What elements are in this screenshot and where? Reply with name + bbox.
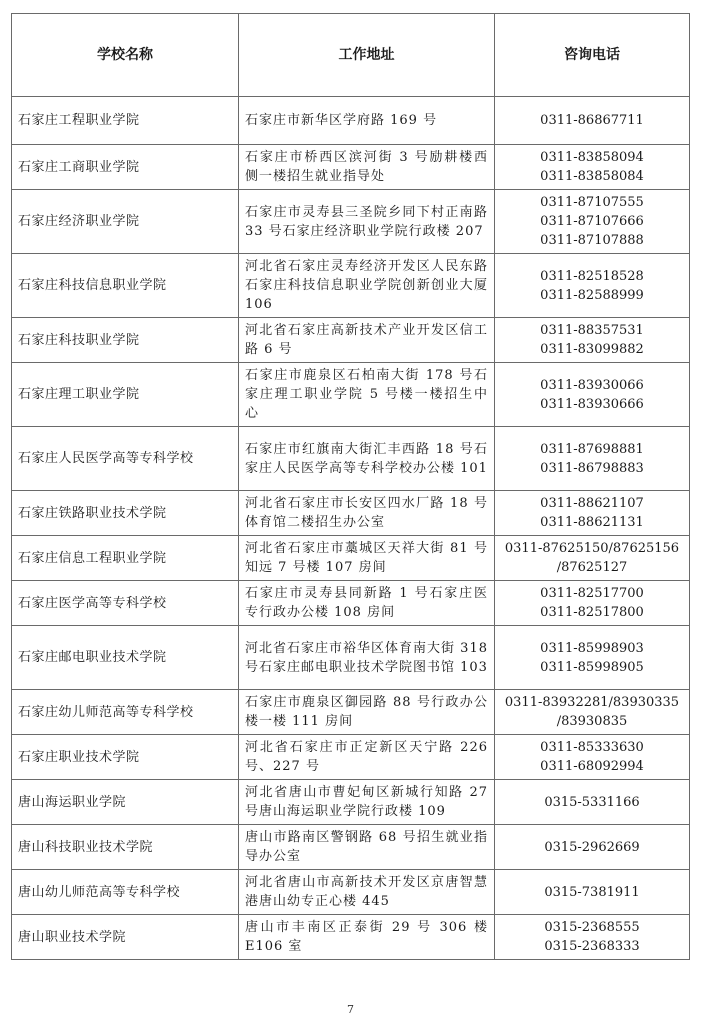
table-row	[12, 735, 690, 780]
school-name-cell: 石家庄医学高等专科学校	[12, 581, 239, 626]
phone-cell	[495, 581, 690, 626]
phone-number: 0315-2368555	[544, 920, 640, 935]
table-row	[12, 491, 690, 536]
table-row	[12, 536, 690, 581]
school-name-cell: 唐山职业技术学院	[12, 915, 239, 960]
phone-number: 0311-85333630	[540, 740, 644, 755]
address-cell: 河北省唐山市高新技术开发区京唐智慧港唐山幼专正心楼 445	[239, 870, 495, 915]
phone-number: 0311-85998905	[540, 659, 644, 675]
table-row	[12, 870, 690, 915]
phone-number: 0311-88621107	[540, 496, 644, 511]
phone-cell	[495, 536, 690, 581]
phone-cell	[495, 190, 690, 254]
school-name-cell: 石家庄职业技术学院	[12, 735, 239, 780]
address-cell: 河北省唐山市曹妃甸区新城行知路 27 号唐山海运职业学院行政楼 109	[239, 780, 495, 825]
table-row	[12, 780, 690, 825]
school-name-cell: 石家庄铁路职业技术学院	[12, 491, 239, 536]
phone-cell	[495, 825, 690, 870]
phone-number: 0311-83932281/83930335	[504, 695, 680, 710]
school-name-cell: 石家庄经济职业学院	[12, 190, 239, 254]
address-cell: 河北省石家庄高新技术产业开发区信工路 6 号	[239, 318, 495, 363]
phone-number: 0311-82517700	[540, 586, 644, 601]
phone-number: 0315-2368333	[544, 939, 640, 954]
table-row	[12, 626, 690, 690]
phone-number: 0315-7381911	[544, 884, 640, 900]
school-name-cell: 石家庄信息工程职业学院	[12, 536, 239, 581]
phone-number: 0311-87107888	[540, 233, 644, 248]
address-cell: 唐山市路南区警钢路 68 号招生就业指导办公室	[239, 825, 495, 870]
table-row	[12, 690, 690, 735]
address-cell: 河北省石家庄灵寿经济开发区人民东路石家庄科技信息职业学院创新创业大厦 106	[239, 254, 495, 318]
address-cell: 河北省石家庄市正定新区天宁路 226 号、227 号	[239, 735, 495, 780]
phone-number: 0311-83930666	[540, 396, 644, 412]
phone-number: 0315-5331166	[544, 794, 640, 810]
table-row	[12, 145, 690, 190]
table-row	[12, 97, 690, 145]
table-row	[12, 581, 690, 626]
table-row	[12, 825, 690, 870]
address-cell: 河北省石家庄市裕华区体育南大街 318 号石家庄邮电职业技术学院图书馆 103	[239, 626, 495, 690]
address-cell: 石家庄市灵寿县同新路 1 号石家庄医专行政办公楼 108 房间	[239, 581, 495, 626]
phone-cell	[495, 254, 690, 318]
header-school-name: 学校名称	[12, 14, 239, 97]
phone-cell	[495, 735, 690, 780]
phone-cell	[495, 491, 690, 536]
address-cell: 石家庄市灵寿县三圣院乡同下村正南路 33 号石家庄经济职业学院行政楼 207	[239, 190, 495, 254]
table-body	[12, 97, 690, 960]
table-row	[12, 318, 690, 363]
phone-cell	[495, 690, 690, 735]
table-row	[12, 190, 690, 254]
address-cell: 唐山市丰南区正泰街 29 号 306 楼 E106 室	[239, 915, 495, 960]
table-row	[12, 427, 690, 491]
school-name-cell: 石家庄幼儿师范高等专科学校	[12, 690, 239, 735]
phone-number: 0311-87698881	[540, 441, 644, 457]
phone-number: 0311-86798883	[540, 460, 644, 476]
phone-cell	[495, 363, 690, 427]
phone-number: 0311-83930066	[540, 377, 644, 393]
table-row	[12, 254, 690, 318]
phone-cell	[495, 145, 690, 190]
school-contact-table	[11, 13, 690, 960]
school-name-cell: 唐山幼儿师范高等专科学校	[12, 870, 239, 915]
address-cell: 石家庄市红旗南大街汇丰西路 18 号石家庄人民医学高等专科学校办公楼 101	[239, 427, 495, 491]
phone-number: 0311-87107666	[540, 214, 644, 229]
address-cell: 石家庄市鹿泉区石柏南大街 178 号石家庄理工职业学院 5 号楼一楼招生中心	[239, 363, 495, 427]
address-cell: 石家庄市新华区学府路 169 号	[239, 97, 495, 145]
school-name-cell: 石家庄工程职业学院	[12, 97, 239, 145]
table-row	[12, 363, 690, 427]
address-cell: 石家庄市桥西区滨河街 3 号励耕楼西侧一楼招生就业指导处	[239, 145, 495, 190]
school-name-cell: 唐山科技职业技术学院	[12, 825, 239, 870]
phone-number: 0311-83099882	[540, 342, 644, 357]
page-number: 7	[347, 1003, 354, 1016]
phone-number: 0311-82588999	[540, 287, 644, 303]
header-phone: 咨询电话	[495, 14, 690, 97]
school-name-cell: 唐山海运职业学院	[12, 780, 239, 825]
phone-number: 0311-87625150/87625156	[504, 541, 680, 556]
phone-cell	[495, 97, 690, 145]
address-cell: 石家庄市鹿泉区御园路 88 号行政办公楼一楼 111 房间	[239, 690, 495, 735]
school-name-cell: 石家庄科技信息职业学院	[12, 254, 239, 318]
phone-number: 0311-83858094	[540, 150, 644, 165]
phone-number: 0311-82517800	[540, 605, 644, 620]
table-row	[12, 915, 690, 960]
school-name-cell: 石家庄科技职业学院	[12, 318, 239, 363]
phone-number: 0311-88357531	[540, 323, 644, 338]
school-name-cell: 石家庄人民医学高等专科学校	[12, 427, 239, 491]
phone-number: 0311-85998903	[540, 640, 644, 656]
phone-cell	[495, 427, 690, 491]
phone-cell	[495, 318, 690, 363]
phone-number: 0311-68092994	[540, 759, 644, 774]
phone-number: 0311-82518528	[540, 268, 644, 284]
table-header-row	[12, 14, 690, 97]
phone-number: /83930835	[556, 714, 628, 729]
phone-number: 0315-2962669	[544, 839, 640, 855]
phone-number: 0311-86867711	[540, 113, 644, 128]
phone-cell	[495, 780, 690, 825]
phone-number: 0311-87107555	[540, 195, 644, 210]
address-cell: 河北省石家庄市长安区四水厂路 18 号体育馆二楼招生办公室	[239, 491, 495, 536]
phone-number: 0311-83858084	[540, 169, 644, 184]
school-name-cell: 石家庄工商职业学院	[12, 145, 239, 190]
address-cell: 河北省石家庄市藁城区天祥大街 81 号知远 7 号楼 107 房间	[239, 536, 495, 581]
phone-cell	[495, 870, 690, 915]
school-name-cell: 石家庄理工职业学院	[12, 363, 239, 427]
phone-cell	[495, 626, 690, 690]
header-work-address: 工作地址	[239, 14, 495, 97]
school-name-cell: 石家庄邮电职业技术学院	[12, 626, 239, 690]
phone-cell	[495, 915, 690, 960]
phone-number: /87625127	[556, 560, 628, 575]
phone-number: 0311-88621131	[540, 515, 644, 530]
